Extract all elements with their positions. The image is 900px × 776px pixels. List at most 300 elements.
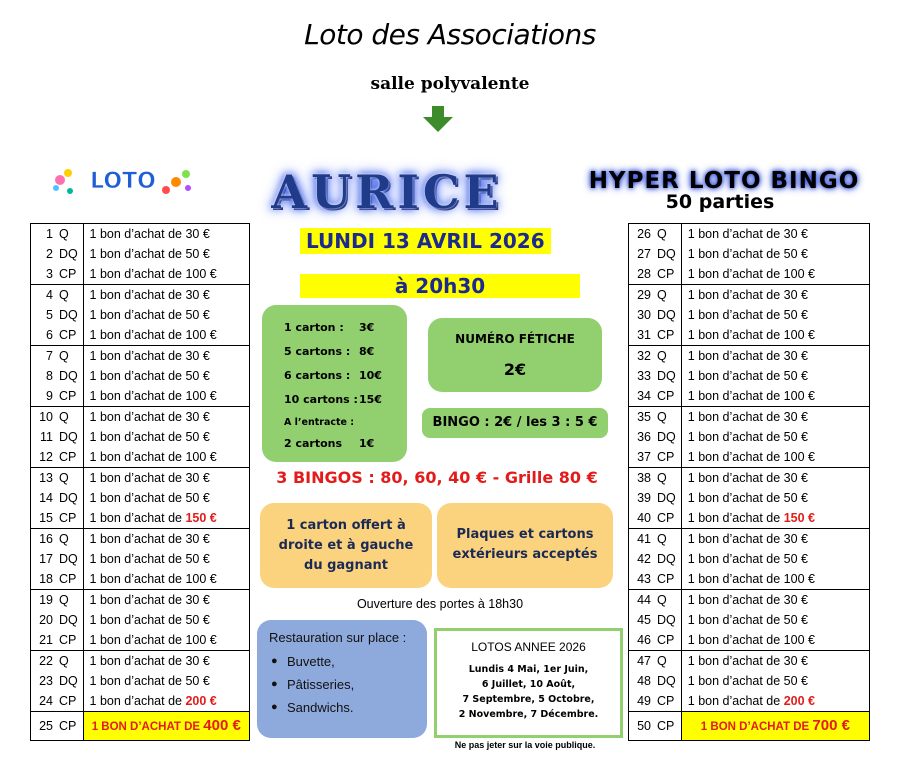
game-line xyxy=(31,549,83,569)
game-line xyxy=(629,264,681,284)
prize-line xyxy=(84,366,249,386)
game-type: Q xyxy=(59,288,69,302)
prize-line xyxy=(682,590,869,610)
game-number: 28 xyxy=(637,267,651,281)
game-type: CP xyxy=(657,719,675,733)
prize-text: 1 bon d’achat de 30 € xyxy=(89,410,210,424)
prize-text: 1 bon d’achat de xyxy=(89,694,186,708)
prize-text: 1 bon d’achat de 100 € xyxy=(687,389,815,403)
game-number: 12 xyxy=(39,450,53,464)
prize-amount-highlight: 200 € xyxy=(783,694,815,708)
game-number-cell xyxy=(31,712,84,741)
game-number: 3 xyxy=(46,267,53,281)
prize-text: 1 bon d’achat de xyxy=(687,511,784,525)
price-row xyxy=(284,321,392,334)
list-item: ● Pâtisseries, xyxy=(287,673,354,696)
prize-line xyxy=(682,305,869,325)
game-line xyxy=(629,325,681,345)
game-type: HYPER LOTO BINGO xyxy=(588,168,860,194)
game-type: Q xyxy=(657,654,667,668)
game-type: CP xyxy=(59,267,77,281)
game-type: DQ xyxy=(657,369,676,383)
table-row xyxy=(629,285,870,346)
prize-line xyxy=(84,691,249,711)
game-type: CP xyxy=(657,511,675,525)
game-line xyxy=(629,468,681,488)
prize-line xyxy=(682,325,869,345)
offert-box xyxy=(260,503,432,588)
game-type: Q xyxy=(59,349,69,363)
game-line xyxy=(31,590,83,610)
game-number: 44 xyxy=(637,593,651,607)
prize-text: 1 bon d’achat de 30 € xyxy=(687,532,809,546)
prize-text: 1 bon d’achat de 100 € xyxy=(89,328,217,342)
game-number-cell xyxy=(31,407,84,468)
prize-text: 1 bon d’achat de 30 € xyxy=(687,349,809,363)
price-row xyxy=(284,437,392,450)
prize-text: 1 bon d’achat de 50 € xyxy=(687,247,809,261)
game-number: 24 xyxy=(39,694,53,708)
game-number-cell xyxy=(31,346,84,407)
prize-cell xyxy=(681,224,869,285)
price-row xyxy=(284,345,392,358)
prize-cell xyxy=(83,407,249,468)
prize-text: 1 bon d’achat de 100 € xyxy=(687,450,815,464)
prize-line xyxy=(84,569,249,589)
game-line xyxy=(31,407,83,427)
game-line xyxy=(31,630,83,650)
table-row xyxy=(629,712,870,741)
game-type: Q xyxy=(657,532,667,546)
prize-amount-highlight: 700 € xyxy=(812,717,850,734)
game-number: 50 xyxy=(637,719,651,733)
prize-text: 1 bon d’achat de 100 € xyxy=(89,389,217,403)
game-line xyxy=(629,305,681,325)
prize-line xyxy=(84,346,249,366)
prize-text: 1 BON D’ACHAT DE xyxy=(700,721,813,733)
prize-amount-highlight: 200 € xyxy=(185,694,217,708)
prize-line xyxy=(84,325,249,345)
game-number-cell xyxy=(31,590,84,651)
game-line xyxy=(629,407,681,427)
game-number-cell xyxy=(629,407,682,468)
game-type: DQ xyxy=(59,552,78,566)
prize-line xyxy=(84,488,249,508)
prize-text: 1 bon d’achat de 30 € xyxy=(89,288,210,302)
game-line xyxy=(31,569,83,589)
prize-line xyxy=(682,651,869,671)
prize-text: 1 bon d’achat de 50 € xyxy=(687,430,809,444)
game-line xyxy=(31,346,83,366)
prize-line xyxy=(84,610,249,630)
prize-cell xyxy=(681,285,869,346)
prize-text: 1 bon d’achat de 50 € xyxy=(89,674,210,688)
game-number: 25 xyxy=(39,719,53,733)
prize-line xyxy=(84,549,249,569)
prize-line xyxy=(682,712,869,740)
prize-text: 1 bon d’achat de 30 € xyxy=(687,593,809,607)
prize-line xyxy=(682,447,869,467)
game-type: Q xyxy=(59,654,69,668)
game-number-cell xyxy=(629,285,682,346)
restauration-list xyxy=(257,650,354,719)
prize-cell xyxy=(83,346,249,407)
prize-text: 1 bon d’achat de 100 € xyxy=(687,267,815,281)
prize-text: 1 bon d’achat de 50 € xyxy=(89,613,210,627)
prize-line xyxy=(682,244,869,264)
prize-text: 1 bon d’achat de 50 € xyxy=(687,369,809,383)
prize-line xyxy=(682,488,869,508)
game-line xyxy=(31,325,83,345)
table-row xyxy=(629,468,870,529)
prize-amount-highlight: 400 € xyxy=(203,717,241,734)
prize-line xyxy=(84,447,249,467)
game-type: CP xyxy=(59,328,77,342)
fetiche-price: 2€ xyxy=(503,360,527,379)
game-number: 26 xyxy=(637,227,651,241)
price-row xyxy=(284,369,392,382)
prize-text: 1 bon d’achat de 30 € xyxy=(687,227,809,241)
game-type: Q xyxy=(657,410,667,424)
game-number-cell xyxy=(31,285,84,346)
game-line xyxy=(31,671,83,691)
game-type: CP xyxy=(657,572,675,586)
game-line xyxy=(31,305,83,325)
game-line xyxy=(31,488,83,508)
prize-cell xyxy=(83,590,249,651)
game-number: 39 xyxy=(637,491,651,505)
prize-text: 1 bon d’achat de 50 € xyxy=(687,552,809,566)
game-number: 36 xyxy=(637,430,651,444)
game-line xyxy=(629,651,681,671)
offert-line-2: droite et à gauche xyxy=(278,538,414,553)
prize-cell xyxy=(83,285,249,346)
game-line xyxy=(31,529,83,549)
game-line xyxy=(629,285,681,305)
venue-label: salle polyvalente xyxy=(370,74,530,94)
prize-text: 1 bon d’achat de 100 € xyxy=(89,450,217,464)
price-label: 6 cartons : xyxy=(284,369,351,382)
game-type: DQ xyxy=(657,247,676,261)
lotos-annee-heading: LOTOS ANNEE 2026 xyxy=(471,640,586,654)
down-arrow-icon xyxy=(423,106,453,132)
game-number: 33 xyxy=(637,369,651,383)
game-type: CP xyxy=(59,511,77,525)
game-line xyxy=(31,468,83,488)
event-time: à 20h30 xyxy=(385,274,495,298)
fetiche-box xyxy=(428,318,602,392)
price-value: 3€ xyxy=(359,321,375,334)
game-line xyxy=(31,712,83,740)
table-row xyxy=(31,468,250,529)
fetiche-label: NUMÉRO FÉTICHE xyxy=(455,332,575,346)
prize-line xyxy=(84,671,249,691)
game-type: CP xyxy=(657,633,675,647)
prize-line xyxy=(682,468,869,488)
prize-text: 1 bon d’achat de 30 € xyxy=(687,471,809,485)
game-line xyxy=(629,590,681,610)
game-number-cell xyxy=(31,651,84,712)
prize-cell xyxy=(681,346,869,407)
game-line xyxy=(629,671,681,691)
prize-cell xyxy=(83,224,249,285)
prize-line xyxy=(84,508,249,528)
prize-cell xyxy=(681,590,869,651)
price-label: 1 carton : xyxy=(284,321,344,334)
lotos-line: 7 Septembre, 5 Octobre, xyxy=(462,694,595,705)
prize-line xyxy=(682,508,869,528)
game-number-cell xyxy=(629,224,682,285)
game-number: 6 xyxy=(46,328,53,342)
table-row xyxy=(629,651,870,712)
game-type: Q xyxy=(657,288,667,302)
table-row xyxy=(31,224,250,285)
game-number: 40 xyxy=(637,511,651,525)
game-number: 37 xyxy=(637,450,651,464)
game-number: 11 xyxy=(40,430,53,444)
prize-line xyxy=(84,305,249,325)
game-type: CP xyxy=(657,267,675,281)
game-line xyxy=(629,691,681,711)
prize-line xyxy=(84,407,249,427)
game-number: 47 xyxy=(637,654,651,668)
game-type: CP xyxy=(59,694,77,708)
table-row xyxy=(31,590,250,651)
table-row xyxy=(31,407,250,468)
game-line xyxy=(31,427,83,447)
prize-cell xyxy=(681,529,869,590)
game-number: 19 xyxy=(39,593,53,607)
lotos-line: 6 Juillet, 10 Août, xyxy=(481,679,576,690)
prize-text: 1 bon d’achat de 50 € xyxy=(89,308,210,322)
game-type: CP xyxy=(657,389,675,403)
game-number: 46 xyxy=(637,633,651,647)
lotos-line: Lundis 4 Mai, 1er Juin, xyxy=(468,664,589,675)
game-type: DQ xyxy=(657,613,676,627)
game-type: Q xyxy=(59,471,69,485)
price-row xyxy=(284,393,392,406)
game-type: DQ xyxy=(59,674,78,688)
event-date: LUNDI 13 AVRIL 2026 xyxy=(300,228,551,254)
table-row xyxy=(31,651,250,712)
prize-line xyxy=(84,590,249,610)
game-type: DQ xyxy=(59,247,78,261)
price-value: 1€ xyxy=(359,437,375,450)
table-row xyxy=(31,712,250,741)
game-line xyxy=(31,244,83,264)
table-row xyxy=(31,529,250,590)
prize-text: 1 bon d’achat de 50 € xyxy=(687,613,809,627)
prize-line xyxy=(682,610,869,630)
prize-line xyxy=(84,651,249,671)
game-number: 32 xyxy=(637,349,651,363)
game-number: 9 xyxy=(46,389,53,403)
prize-text: 1 bon d’achat de 100 € xyxy=(89,267,217,281)
price-row xyxy=(284,415,392,428)
game-number: 1 xyxy=(46,227,53,241)
prize-cell xyxy=(83,712,249,741)
prize-line xyxy=(682,366,869,386)
three-bingos-line: 3 BINGOS : 80, 60, 40 € - Grille 80 € xyxy=(276,468,598,487)
loto-logo xyxy=(48,158,198,198)
plaques-line-2: extérieurs acceptés xyxy=(452,547,598,562)
game-line xyxy=(31,691,83,711)
price-label: A l’entracte : xyxy=(284,417,355,428)
game-line xyxy=(31,447,83,467)
prize-line xyxy=(682,427,869,447)
prize-text: 1 bon d’achat de 100 € xyxy=(687,328,815,342)
list-item: ● Sandwichs. xyxy=(287,696,354,719)
game-number: 2 xyxy=(46,247,53,261)
game-line xyxy=(629,427,681,447)
game-line xyxy=(629,386,681,406)
game-type: Q xyxy=(657,593,667,607)
game-type: DQ xyxy=(59,308,78,322)
prize-cell xyxy=(681,712,869,741)
prize-cell xyxy=(83,529,249,590)
prize-line xyxy=(682,569,869,589)
game-number: 13 xyxy=(39,471,53,485)
lotos-annee-box xyxy=(434,628,623,738)
prize-text: 1 bon d’achat de 30 € xyxy=(89,532,210,546)
game-type: Q xyxy=(59,593,69,607)
doors-open-note: Ouverture des portes à 18h30 xyxy=(356,597,524,611)
prize-table-left xyxy=(30,223,250,741)
prize-text: 1 bon d’achat de 100 € xyxy=(687,633,815,647)
prize-line xyxy=(84,427,249,447)
game-type: DQ xyxy=(657,552,676,566)
table-row xyxy=(629,590,870,651)
game-number-cell xyxy=(629,468,682,529)
offert-line-1: 1 carton offert à xyxy=(286,518,406,533)
game-line xyxy=(31,386,83,406)
game-type: Q xyxy=(59,532,69,546)
prize-text: 1 bon d’achat de xyxy=(687,694,784,708)
prize-text: 1 bon d’achat de 30 € xyxy=(89,349,210,363)
game-line xyxy=(31,610,83,630)
prize-text: 1 bon d’achat de 30 € xyxy=(89,593,210,607)
footer-note: Ne pas jeter sur la voie publique. xyxy=(454,740,596,750)
logo-text: LOTO xyxy=(90,169,156,194)
game-type: CP xyxy=(657,450,675,464)
game-type: DQ xyxy=(59,430,78,444)
prize-text: 1 bon d’achat de 100 € xyxy=(687,572,815,586)
restauration-box xyxy=(257,620,427,738)
prize-line xyxy=(682,671,869,691)
prize-line xyxy=(84,529,249,549)
game-type: CP xyxy=(657,694,675,708)
game-line xyxy=(629,610,681,630)
prize-cell xyxy=(681,468,869,529)
price-label: 5 cartons : xyxy=(284,345,351,358)
prize-text: 1 bon d’achat de 50 € xyxy=(89,247,210,261)
poster-title: Loto des Associations xyxy=(304,18,596,51)
game-number: 27 xyxy=(637,247,651,261)
game-line xyxy=(629,712,681,740)
price-list-box xyxy=(262,305,407,462)
game-line xyxy=(31,285,83,305)
game-number-cell xyxy=(31,468,84,529)
game-number: 7 xyxy=(46,349,53,363)
table-row xyxy=(629,407,870,468)
prize-line xyxy=(84,244,249,264)
prize-line xyxy=(84,712,249,740)
prize-text: 1 bon d’achat de 30 € xyxy=(89,227,210,241)
game-number: 5 xyxy=(46,308,53,322)
game-type: CP xyxy=(59,450,77,464)
game-number: 30 xyxy=(637,308,651,322)
game-type: CP xyxy=(59,633,77,647)
game-number: 41 xyxy=(637,532,651,546)
prize-text: 1 bon d’achat de 30 € xyxy=(89,654,210,668)
game-line xyxy=(31,264,83,284)
game-line xyxy=(629,529,681,549)
game-line xyxy=(31,508,83,528)
prize-text: 1 bon d’achat de 30 € xyxy=(89,471,210,485)
game-type: DQ xyxy=(657,430,676,444)
prize-text: 1 bon d’achat de 100 € xyxy=(89,633,217,647)
lotos-line: 2 Novembre, 7 Décembre. xyxy=(458,709,599,720)
town-name: AURICE xyxy=(271,165,503,219)
game-line xyxy=(629,488,681,508)
game-number: 21 xyxy=(39,633,53,647)
table-row xyxy=(629,224,870,285)
game-line xyxy=(629,508,681,528)
game-line xyxy=(31,366,83,386)
prize-text: 1 bon d’achat de xyxy=(89,511,186,525)
game-type: DQ xyxy=(59,613,78,627)
prize-text: 1 bon d’achat de 50 € xyxy=(687,674,809,688)
prize-amount-highlight: 150 € xyxy=(783,511,815,525)
price-label: 2 cartons xyxy=(284,437,343,450)
table-row xyxy=(629,346,870,407)
game-line xyxy=(629,366,681,386)
prize-line xyxy=(682,224,869,244)
prize-text: 1 bon d’achat de 30 € xyxy=(687,410,809,424)
game-type: Q xyxy=(657,349,667,363)
game-number: 10 xyxy=(39,410,53,424)
game-line xyxy=(629,569,681,589)
game-number-cell xyxy=(629,712,682,741)
game-number-cell xyxy=(629,651,682,712)
prize-line xyxy=(682,285,869,305)
prize-line xyxy=(682,529,869,549)
game-number: 38 xyxy=(637,471,651,485)
game-number: 23 xyxy=(39,674,53,688)
game-type: DQ xyxy=(59,491,78,505)
restauration-heading: Restauration sur place : xyxy=(269,630,407,645)
game-number: 17 xyxy=(39,552,53,566)
prize-cell xyxy=(681,407,869,468)
game-number: 31 xyxy=(637,328,651,342)
prize-line xyxy=(84,285,249,305)
plaques-line-1: Plaques et cartons xyxy=(456,527,594,542)
prize-line xyxy=(84,468,249,488)
game-line xyxy=(31,224,83,244)
game-type: DQ xyxy=(657,491,676,505)
game-type: CP xyxy=(657,328,675,342)
game-number: 15 xyxy=(39,511,53,525)
plaques-box xyxy=(437,503,613,588)
prize-line xyxy=(682,549,869,569)
price-label: 10 cartons : xyxy=(284,393,358,406)
prize-line xyxy=(682,386,869,406)
table-row xyxy=(629,529,870,590)
game-number: 48 xyxy=(637,674,651,688)
bingo-price: BINGO : 2€ / les 3 : 5 € xyxy=(422,408,608,438)
game-number-cell xyxy=(629,346,682,407)
game-number-cell xyxy=(31,529,84,590)
